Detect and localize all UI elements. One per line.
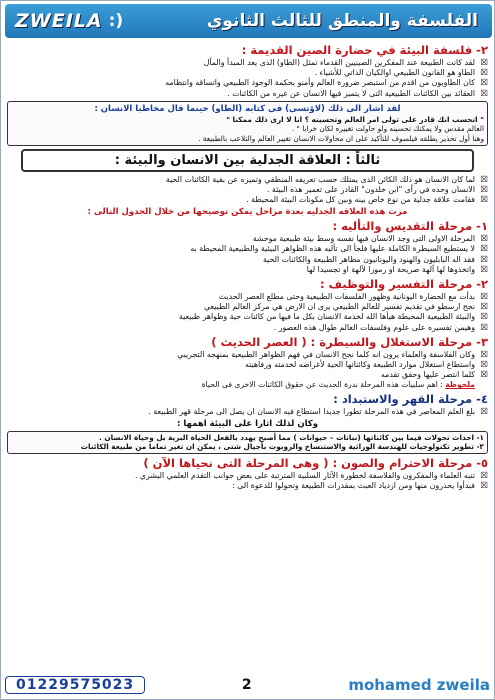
list-item: ☒ والبيئة الطبيعية المحيطة هيأها الله لخدمة الانسان بكل ما فيها من كائنات حية وظواهر طبيعية	[7, 312, 488, 322]
list-item: ☒ الطاو هو القانون الطبيعي اوالكيان الذاتي للأشياء .	[7, 68, 488, 78]
list-item: ☒ لقد كانت الطبيعة عند المفكرين الصينيين القدماء تمثل (الطاو) الذى يعد المبدأ والمآل	[7, 58, 488, 68]
list-item: ☒ لما كان الانسان هو ذلك الكائن الذى يمتلك حسب تعريفه المنطقي وتميزه عن بقية الكائنات الحية	[7, 175, 488, 185]
list-item: ☒ الانسان وحده في رأى "ابن خلدون" القادر على تعمير هذه البيئة .	[7, 185, 488, 195]
stage-1-title: ١- مرحلة التقديس والتأليه :	[332, 219, 488, 234]
quote-line: العالم مقدس ولا يمكنك تحسينه ولو حاولت تغييره لكان خرابا " .	[291, 124, 484, 134]
stage-3-list	[7, 350, 488, 381]
section-title-china: ٢- فلسفة البيئة في حضارة الصين القديمة :	[241, 43, 488, 57]
brand-block	[5, 10, 123, 32]
page-title: الفلسفة والمنطق للثالث الثانوي	[206, 11, 478, 31]
list-item: ☒ لا يستطيع السيطرة الكاملة عليها فلجأ الى تأليه هذه الظواهر البيئية والطبيعية المحيطة به	[7, 244, 488, 254]
quote-line: وهنا أول تحذير يطلقه فيلسوف للتأكيد على ان محاولات الانسان تغيير العالم والتلاعب بالطبيعة .	[198, 134, 484, 143]
stage-2-title: ٢- مرحلة التفسير والتوظيف :	[320, 277, 488, 292]
list-item: ☒ كان الطاويون من اقدم من استبصر ضرورة العالم وأمنو بحكمة الوجود الطبيعي واتساقه وانتظامه	[7, 78, 488, 88]
effect-line: ١- احداث تحولات فيما بين كائناتها (نباتات – حيوانات ) مما أصبح يهدد بالفعل الحياة البرية بل وحياة الانسان .	[99, 432, 484, 442]
effect-line: ٢- تطوير تكنولوجيات للهندسة الوراثية والاستنساخ والروبوت بأجيال شتى ، يمكن ان تغير تماما من طبيعة الكائنات	[80, 442, 484, 452]
list-item: ☒ وهيمن تفسيره على علوم وفلسفات العالم طوال هذه العصور .	[7, 323, 488, 333]
stage-2-list	[7, 292, 488, 333]
quote-title: لقد اشار الى ذلك (لاؤتسى) فى كتابه (الطاو) حينما قال مخاطبا الانسان :	[94, 103, 401, 114]
stage-5-title: ٥- مرحلة الاحترام والصون : ( وهى المرحلة التى نحياها الآن )	[143, 455, 488, 470]
page-number: 2	[241, 677, 252, 693]
stage-3-title: ٣- مرحلة الاستغلال والسيطرة : ( العصر الحديث )	[211, 334, 488, 349]
stage-5-list	[7, 471, 488, 491]
list-item: ☒ فقامت علاقة جدلية من نوع خاص بينه وبين كل مكونات البيئة المحيطة .	[7, 195, 488, 205]
smiley-icon: :)	[108, 11, 124, 31]
stage-4-effects-box	[7, 431, 488, 454]
list-item: ☒ تنبه العلماء والمفكرون والفلاسفة لخطورة الآثار السلبية المترتبة على بعض جوانب التقدم العلمي البشري .	[7, 471, 488, 481]
list-item: ☒ فبدأوا يحذرون منها ومن ازدياد العبث بمقدرات الطبيعة وتحولوا للدعوة الى :	[7, 481, 488, 491]
list-item: ☒ وكان الفلاسفة والعلماء يرون انه كلما نجح الانسان في فهم الظواهر الطبيعية بمنهجه التجريبي	[7, 350, 488, 360]
list-item: ☒ بلغ العلم المعاصر في هذه المرحلة تطورا جديدا استطاع فيه الانسان ان يصل الى مرحلة قهر الطبيعة .	[7, 407, 488, 417]
stage-3-note	[7, 380, 488, 390]
list-item: ☒ بدأت مع الحضارة اليونانية وظهور الفلسفات الطبيعية وحتى مطلع العصر الحديث	[7, 292, 488, 302]
list-item: ☒ واستطاع استغلال موارد الطبيعة وكائناتها الحية لأغراضه لخدمته ورفاهيته	[7, 360, 488, 370]
quote-line: " اتحسب انك قادر على تولى امر العالم وتحسينه ؟ انا لا ارى ذلك ممكنا "	[226, 114, 484, 124]
stage-4-subtitle: وكان لذلك اثارا على البيئة اهمها :	[177, 418, 318, 429]
stages-notice: مرت هذه العلاقه الجدليه بعدة مراحل يمكن توضيحها من خلال الجدول التالى :	[87, 207, 408, 218]
list-item: ☒ كلما انتصر عليها وحقق تقدمه	[7, 370, 488, 380]
stage-1-list	[7, 234, 488, 275]
page-header	[5, 4, 492, 38]
section-banner-relationship: ثالثاً : العلاقة الجدلية بين الانسان والبيئة :	[21, 149, 474, 172]
stage-4-title: ٤- مرحلة القهر والاستبداد :	[333, 392, 488, 407]
note-tag: ملحوظة	[445, 380, 475, 390]
list-item: ☒ فقد اله البابليون والهنود واليونانيون مظاهر الطبيعة والكائنات الحية	[7, 255, 488, 265]
list-item: ☒ واتخذوها لها آلهة صريحة او رموزا لآلهة او تجسيدا لها	[7, 265, 488, 275]
list-item: ☒ المرحلة الاولى التى وجد الانسان فيها نفسه وسط بيئة طبيعية موحشة	[7, 234, 488, 244]
laotzu-quote-box	[7, 101, 488, 146]
stage-4-list	[7, 407, 488, 417]
page-footer	[5, 674, 490, 696]
brand-logo: ZWEILA	[15, 10, 103, 32]
section-relationship-list	[7, 175, 488, 206]
phone-number: 01229575023	[5, 676, 145, 694]
section-china-list	[7, 58, 488, 99]
note-text: : اهم سلبيات هذه المرحلة ندرة الحديث عن حقوق الكائنات الاخرى فى الحياة	[201, 380, 443, 390]
document-body	[7, 41, 488, 671]
list-item: ☒ نجح ارسطو في تقديم تفسير للعالم الطبيعي يرى ان الارض هي مركز العالم الطبيعي	[7, 302, 488, 312]
list-item: ☒ العقائد بين الكائنات الطبيعية التى لا يتميز فيها الانسان عن غيره من الكائنات .	[7, 89, 488, 99]
author-name: mohamed zweila	[348, 676, 490, 694]
